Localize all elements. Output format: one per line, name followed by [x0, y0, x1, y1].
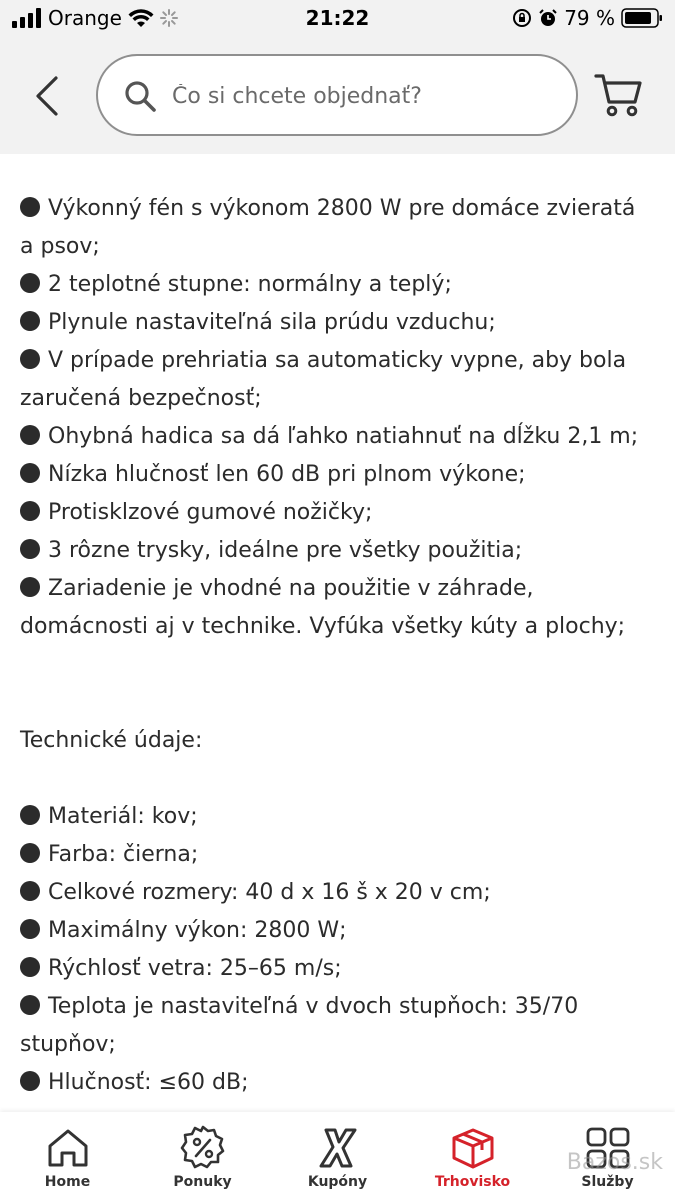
- nav-label-trhovisko: Trhovisko: [434, 1174, 511, 1190]
- spec-item: Rýchlosť vetra: 25–65 m/s;: [20, 950, 655, 988]
- features-list: [20, 190, 655, 646]
- feature-item: Nízka hlučnosť len 60 dB pri plnom výkone;: [20, 456, 655, 494]
- bullet-icon: [20, 843, 40, 863]
- product-description: [0, 154, 675, 1112]
- spec-item: Materiál: kov;: [20, 798, 655, 836]
- search-box[interactable]: [96, 54, 578, 136]
- status-bar: [0, 0, 675, 36]
- feature-item: Plynule nastaviteľná sila prúdu vzduchu;: [20, 304, 655, 342]
- feature-item: Výkonný fén s výkonom 2800 W pre domáce zvieratá a psov;: [20, 196, 636, 259]
- bullet-icon: [20, 995, 40, 1015]
- spec-item: Celkové rozmery: 40 d x 16 š x 20 v cm;: [20, 874, 655, 912]
- chevron-left-icon: [34, 76, 60, 116]
- bullet-icon: [20, 1071, 40, 1091]
- spec-item: Maximálny výkon: 2800 W;: [20, 912, 655, 950]
- specs-list: [20, 798, 655, 1102]
- spec-item: Farba: čierna;: [20, 836, 655, 874]
- bullet-icon: [20, 919, 40, 939]
- app-header: [0, 36, 675, 154]
- feature-item: Ohybná hadica sa dá ľahko natiahnuť na dĺžku 2,1 m;: [20, 418, 655, 456]
- spec-item: Hlučnosť: ≤60 dB;: [20, 1064, 655, 1102]
- nav-item-home[interactable]: [0, 1112, 135, 1200]
- bullet-icon: [20, 311, 40, 331]
- bullet-icon: [20, 349, 40, 369]
- feature-item: V prípade prehriatia sa automaticky vypne, aby bola zaručená bezpečnosť;: [20, 348, 627, 411]
- feature-item: 3 rôzne trysky, ideálne pre všetky použitia;: [20, 532, 655, 570]
- bullet-icon: [20, 805, 40, 825]
- bullet-icon: [20, 273, 40, 293]
- cart-button[interactable]: [594, 72, 644, 118]
- battery-icon: [621, 8, 663, 28]
- feature-item: Protisklzové gumové nožičky;: [20, 494, 655, 532]
- x-logo-icon: [313, 1126, 363, 1170]
- bullet-icon: [20, 463, 40, 483]
- shopping-cart-icon: [594, 72, 644, 118]
- percent-badge-icon: [178, 1126, 228, 1170]
- bullet-icon: [20, 501, 40, 521]
- bullet-icon: [20, 577, 40, 597]
- nav-item-ponuky[interactable]: [135, 1112, 270, 1200]
- bullet-icon: [20, 197, 40, 217]
- home-icon: [43, 1126, 93, 1170]
- nav-label-sluzby: Služby: [581, 1174, 634, 1190]
- watermark: Bazos.sk: [566, 1150, 663, 1175]
- status-time: 21:22: [305, 6, 370, 30]
- rotation-lock-icon: [512, 8, 532, 28]
- nav-label-home: Home: [44, 1174, 91, 1190]
- alarm-icon: [538, 8, 558, 28]
- bullet-icon: [20, 881, 40, 901]
- nav-item-trhovisko[interactable]: [405, 1112, 540, 1200]
- carrier-name: Orange: [48, 6, 122, 30]
- specs-heading: Technické údaje:: [20, 728, 203, 753]
- feature-item: 2 teplotné stupne: normálny a teplý;: [20, 266, 655, 304]
- search-input[interactable]: [172, 74, 562, 118]
- bullet-icon: [20, 539, 40, 559]
- status-right: [512, 6, 663, 30]
- spec-item: Teplota je nastaviteľná v dvoch stupňoch: 35/70 stupňov;: [20, 994, 579, 1057]
- bullet-icon: [20, 957, 40, 977]
- bullet-icon: [20, 425, 40, 445]
- nav-label-ponuky: Ponuky: [173, 1174, 232, 1190]
- box-icon: [448, 1126, 498, 1170]
- search-icon: [122, 78, 158, 114]
- back-button[interactable]: [26, 72, 68, 120]
- battery-percent: 79 %: [564, 6, 615, 30]
- feature-item: Zariadenie je vhodné na použitie v záhrade, domácnosti aj v technike. Vyfúka všetky kúty a plochy;: [20, 576, 626, 639]
- nav-item-kupony[interactable]: [270, 1112, 405, 1200]
- nav-label-kupony: Kupóny: [307, 1174, 368, 1190]
